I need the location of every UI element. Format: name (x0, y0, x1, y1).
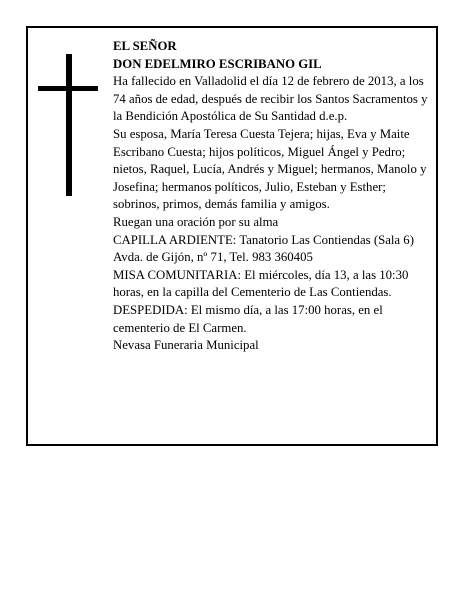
notice-title: EL SEÑOR (113, 39, 177, 53)
deceased-name: DON EDELMIRO ESCRIBANO GIL (113, 56, 322, 71)
death-announcement: Ha fallecido en Valladolid el día 12 de febrero de 2013, a los 74 años de edad, después de recibir los Santos Sacramentos y la Bendición Apostólica de Su Santidad d.e.p. (113, 74, 428, 124)
cross-horizontal-bar (38, 86, 98, 91)
cross-icon (38, 54, 98, 196)
cross-vertical-bar (66, 54, 72, 196)
funeral-home: Nevasa Funeraria Municipal (113, 338, 259, 353)
funeral-chapel-info: CAPILLA ARDIENTE: Tanatorio Las Contiendas (Sala 6) Avda. de Gijón, nº 71, Tel. 983 360405 (113, 232, 414, 265)
family-list: Su esposa, María Teresa Cuesta Tejera; hijas, Eva y Maite Escribano Cuesta; hijos políticos, Miguel Ángel y Pedro; nietos, Raquel, Lucía, Andrés y Miguel; hermanos, Manolo y Josefina; hermanos políticos, Julio, Esteban y Esther; sobrinos, primos, demás familia y amigos. (113, 126, 427, 212)
mass-info: MISA COMUNITARIA: El miércoles, día 13, a las 10:30 horas, en la capilla del Cementerio de Las Contiendas. (113, 267, 409, 300)
prayer-request: Ruegan una oración por su alma (113, 214, 279, 229)
notice-body (113, 38, 429, 355)
farewell-info: DESPEDIDA: El mismo día, a las 17:00 horas, en el cementerio de El Carmen. (113, 302, 383, 335)
